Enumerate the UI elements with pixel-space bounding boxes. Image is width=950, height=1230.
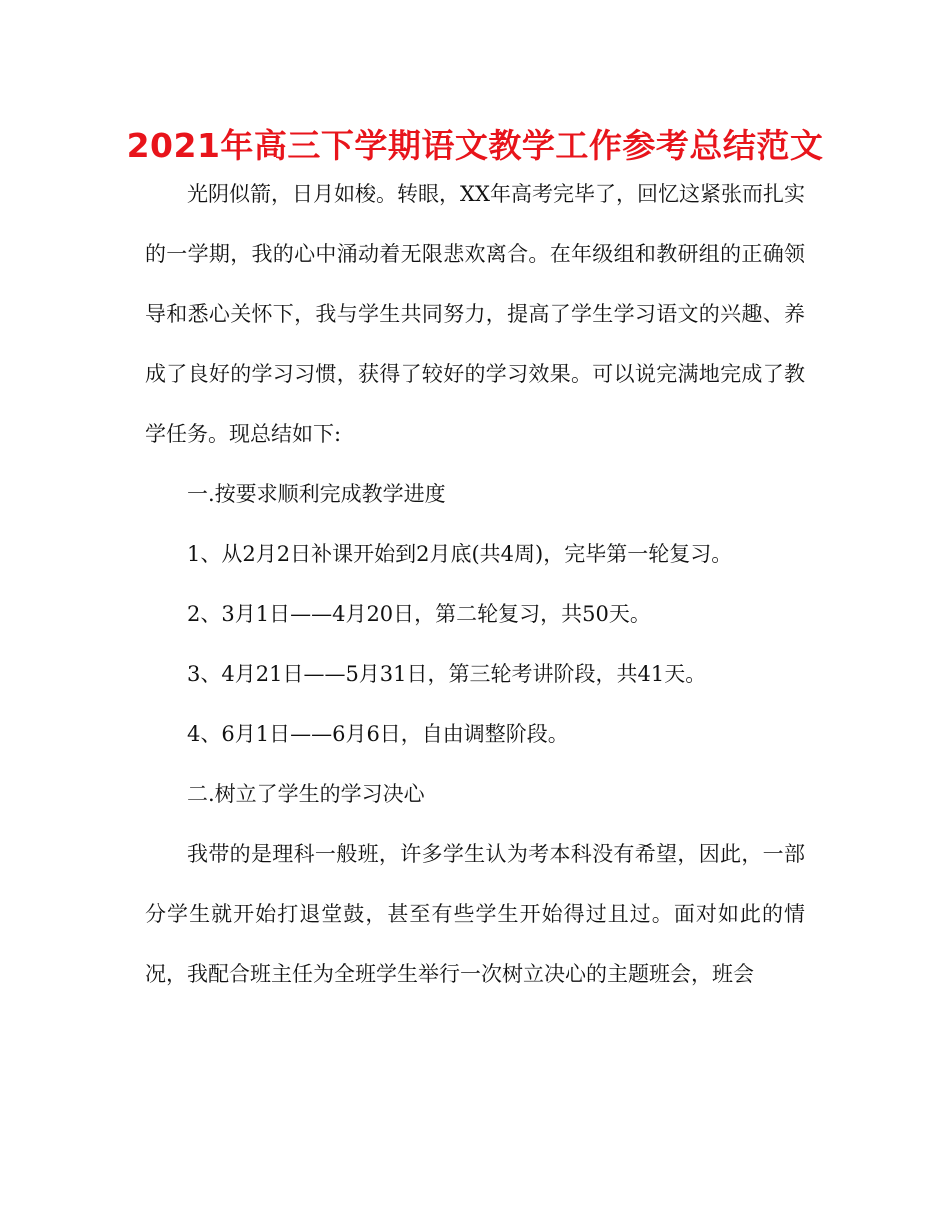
section-heading-1: 一.按要求顺利完成教学进度 <box>187 482 446 506</box>
list-item-2: 2、3月1日——4月20日，第二轮复习，共50天。 <box>187 602 651 626</box>
paragraph-section-2: 我带的是理科一般班，许多学生认为考本科没有希望，因此，一部分学生就开始打退堂鼓，甚至有些学生开始得过且过。面对如此的情况，我配合班主任为全班学生举行一次树立决心的主题班会，班会 <box>145 842 805 986</box>
section-heading-2: 二.树立了学生的学习决心 <box>187 782 425 806</box>
document-body <box>145 170 805 1010</box>
list-item-3: 3、4月21日——5月31日，第三轮考讲阶段，共41天。 <box>187 662 707 686</box>
document-title: 2021年高三下学期语文教学工作参考总结范文 <box>126 126 824 165</box>
list-item-1: 1、从2月2日补课开始到2月底(共4周)，完毕第一轮复习。 <box>187 542 733 566</box>
list-item-4: 4、6月1日——6月6日，自由调整阶段。 <box>187 722 569 746</box>
paragraph-intro: 光阴似箭，日月如梭。转眼，XX年高考完毕了，回忆这紧张而扎实的一学期，我的心中涌动着无限悲欢离合。在年级组和教研组的正确领导和悉心关怀下，我与学生共同努力，提高了学生学习语文的兴趣、养成了良好的学习习惯，获得了较好的学习效果。可以说完满地完成了教学任务。现总结如下: <box>145 182 805 446</box>
